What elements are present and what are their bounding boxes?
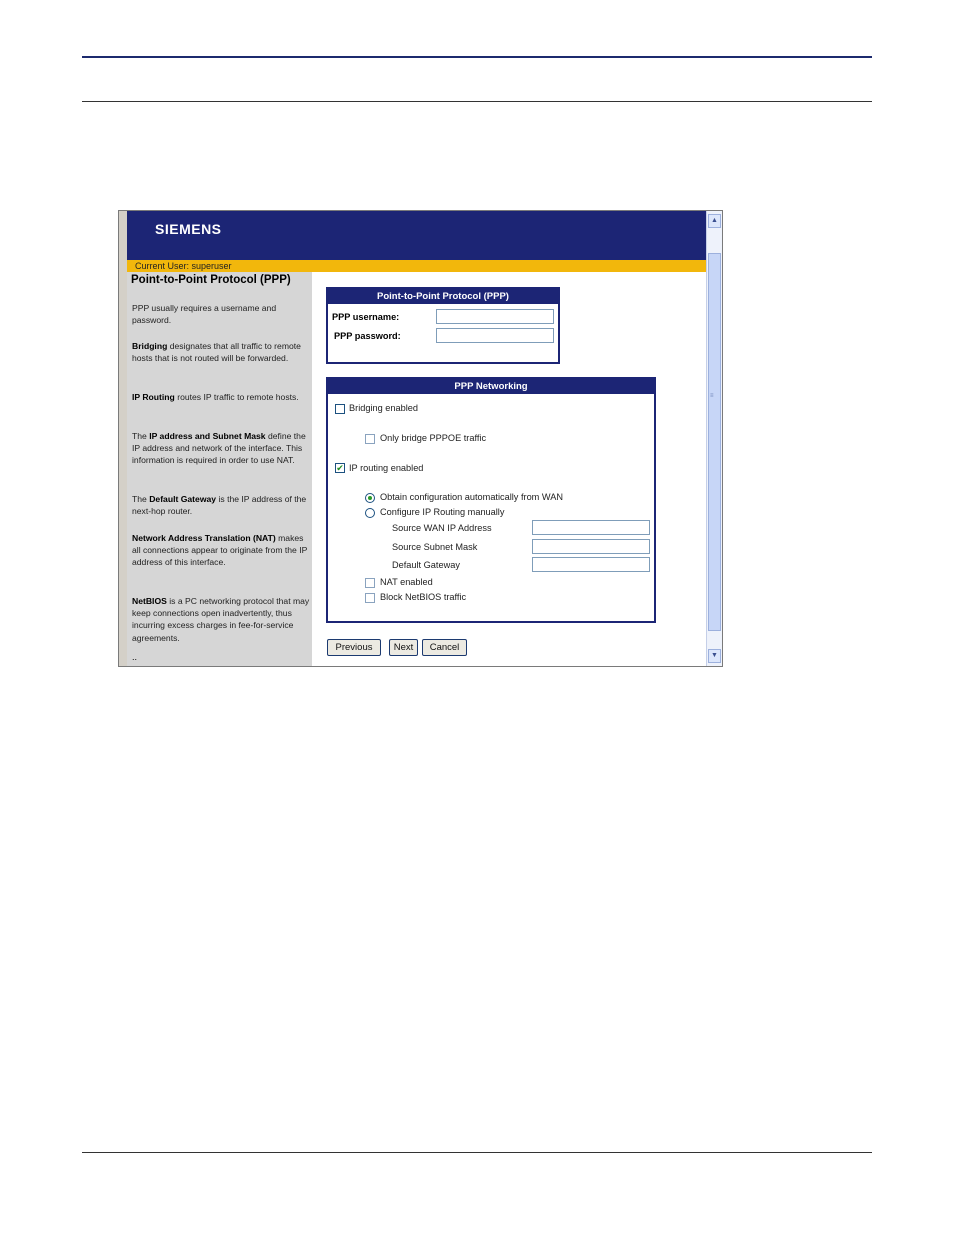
scroll-thumb[interactable] (708, 253, 721, 631)
help-text-default-gateway: The Default Gateway is the IP address of the next-hop router. (132, 494, 307, 517)
ppp-credentials-box (326, 287, 560, 364)
source-subnet-mask-input[interactable] (532, 539, 650, 554)
obtain-auto-label: Obtain configuration automatically from WAN (380, 492, 563, 502)
header-banner (127, 211, 706, 260)
ip-routing-label: IP routing enabled (349, 463, 424, 473)
current-user-bar: Current User: superuser (127, 260, 706, 272)
scroll-up-icon[interactable]: ▲ (708, 214, 721, 228)
help-text-nat: Network Address Translation (NAT) makes all connections appear to originate from the IP address of this interface. (132, 533, 308, 568)
previous-button[interactable]: Previous (327, 639, 381, 656)
siemens-logo: SIEMENS (155, 221, 222, 237)
help-title: Point-to-Point Protocol (PPP) (131, 274, 291, 286)
help-panel (127, 272, 312, 666)
browser-screenshot (118, 210, 723, 667)
ip-routing-checkbox[interactable]: ✔ (336, 463, 344, 473)
ppp-box-title: Point-to-Point Protocol (PPP) (328, 289, 558, 304)
only-bridge-pppoe-checkbox[interactable] (365, 434, 375, 444)
nat-checkbox[interactable] (365, 578, 375, 588)
ppp-username-label: PPP username: (332, 312, 400, 322)
help-text-ip-address: The IP address and Subnet Mask define the IP address and network of the interface. This information is required in order to use NAT. (132, 431, 306, 466)
source-wan-ip-label: Source WAN IP Address (392, 523, 492, 533)
source-subnet-mask-label: Source Subnet Mask (392, 542, 478, 552)
page-footer-rule (82, 1152, 872, 1153)
obtain-auto-radio[interactable] (365, 493, 375, 503)
scroll-grip-icon: ≡ (710, 393, 714, 399)
default-gateway-input[interactable] (532, 557, 650, 572)
networking-box-title: PPP Networking (328, 379, 654, 394)
vertical-scrollbar[interactable] (706, 211, 723, 666)
ppp-password-label: PPP password: (334, 331, 401, 341)
ppp-networking-box (326, 377, 656, 623)
cancel-button[interactable]: Cancel (422, 639, 467, 656)
next-button[interactable]: Next (389, 639, 418, 656)
help-text-netbios: NetBIOS is a PC networking protocol that may keep connections open inadvertently, thus incurring excess charges in fee-for-service agreements. (132, 596, 310, 643)
source-wan-ip-input[interactable] (532, 520, 650, 535)
scroll-down-icon[interactable]: ▼ (708, 649, 721, 663)
help-text-ip-routing: IP Routing routes IP traffic to remote hosts. (132, 392, 299, 402)
only-bridge-pppoe-label: Only bridge PPPOE traffic (380, 433, 487, 443)
block-netbios-label: Block NetBIOS traffic (380, 592, 467, 602)
ppp-username-input[interactable] (436, 309, 554, 324)
page-header-rule (82, 56, 872, 58)
ppp-password-input[interactable] (436, 328, 554, 343)
help-more: .. (132, 652, 138, 662)
page-header-divider (82, 101, 872, 102)
block-netbios-checkbox[interactable] (365, 593, 375, 603)
nat-label: NAT enabled (380, 577, 433, 587)
bridging-label: Bridging enabled (349, 403, 418, 413)
configure-manual-radio[interactable] (365, 508, 375, 518)
help-text-bridging: Bridging designates that all traffic to remote hosts that is not routed will be forwarded. (132, 341, 301, 364)
configure-manual-label: Configure IP Routing manually (380, 507, 505, 517)
help-text-ppp: PPP usually requires a username and password. (132, 303, 277, 326)
radio-selected-dot (368, 496, 372, 500)
bridging-checkbox[interactable] (335, 404, 345, 414)
default-gateway-label: Default Gateway (392, 560, 460, 570)
window-left-edge (119, 211, 127, 666)
